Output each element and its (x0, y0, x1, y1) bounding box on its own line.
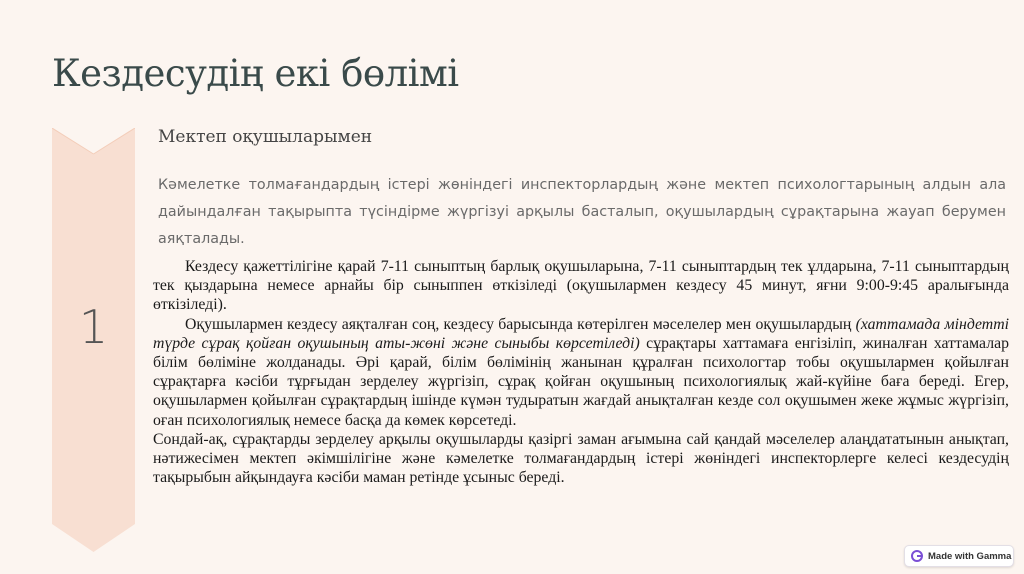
body-paragraph-2 (153, 315, 1009, 430)
body-paragraph-1: Кездесу қажеттілігіне қарай 7-11 сыныптың барлық оқушыларына, 7-11 сыныптардың тек ұлдарына, 7-11 сыныптардың тек қыздарына немесе арнайы бір сыныппен өткізіледі (оқушылармен кездесу 45 минут, яғни 9:00-9:45 аралығында өткізіледі). (153, 258, 1009, 314)
section-summary: Кәмелетке толмағандардың істері жөніндегі инспекторлардың және мектеп психологтарының алдын ала дайындалған тақырыпта түсіндірме жүргізуі арқылы басталып, оқушылардың сұрақтарына жауап берумен аяқталады. (158, 177, 1006, 247)
step-number: 1 (78, 300, 109, 354)
body-paragraph-3: Сондай-ақ, сұрақтарды зерделеу арқылы оқушыларды қазіргі заман ағымына сай қандай мәселелер алаңдататынын анықтап, нәтижесімен мектеп әкімшілігіне және кәмелетке толмағандардың істері жөніндегі инспекторлерге келесі кездесудің тақырыбын айқындауға кәсіби маман ретінде ұсыныс береді. (153, 430, 1009, 487)
gamma-logo-icon (911, 550, 923, 562)
made-with-gamma-badge[interactable] (904, 545, 1014, 567)
section-heading: Мектеп оқушыларымен (158, 127, 373, 147)
body-paragraph-2-italic-note: (хаттамада міндетті түрде сұрақ қойған оқушының аты-жөні және сыныбы көрсетіледі) (153, 315, 1010, 352)
body-paragraph-2-start: Оқушылармен кездесу аяқталған соң, кездесу барысында көтерілген мәселелер мен оқушылардың (185, 315, 856, 333)
made-with-gamma-label: Made with Gamma (928, 550, 1012, 562)
body-paragraph-2-end: сұрақтары хаттамаға енгізіліп, жиналған хаттамалар білім бөліміне жолданады. Әрі қарай, білім бөлімінің жанынан құралған психологтар тобы оқушылармен қойылған сұрақтарға кәсіби тұрғыдан зерделеу жүргізіп, сұрақ қойған оқушының психологиялық жай-күйіне баға береді. Егер, оқушылармен қойылған сұрақтардың ішінде күмән тудыратын жағдай анықталған кезде сол оқушымен жеке жұмыс жүргізіп, оған психологиялық немесе басқа да көмек көрсетеді. (153, 334, 1009, 429)
body-text-block (153, 257, 1009, 487)
slide-title: Кездесудің екі бөлімі (52, 52, 459, 95)
